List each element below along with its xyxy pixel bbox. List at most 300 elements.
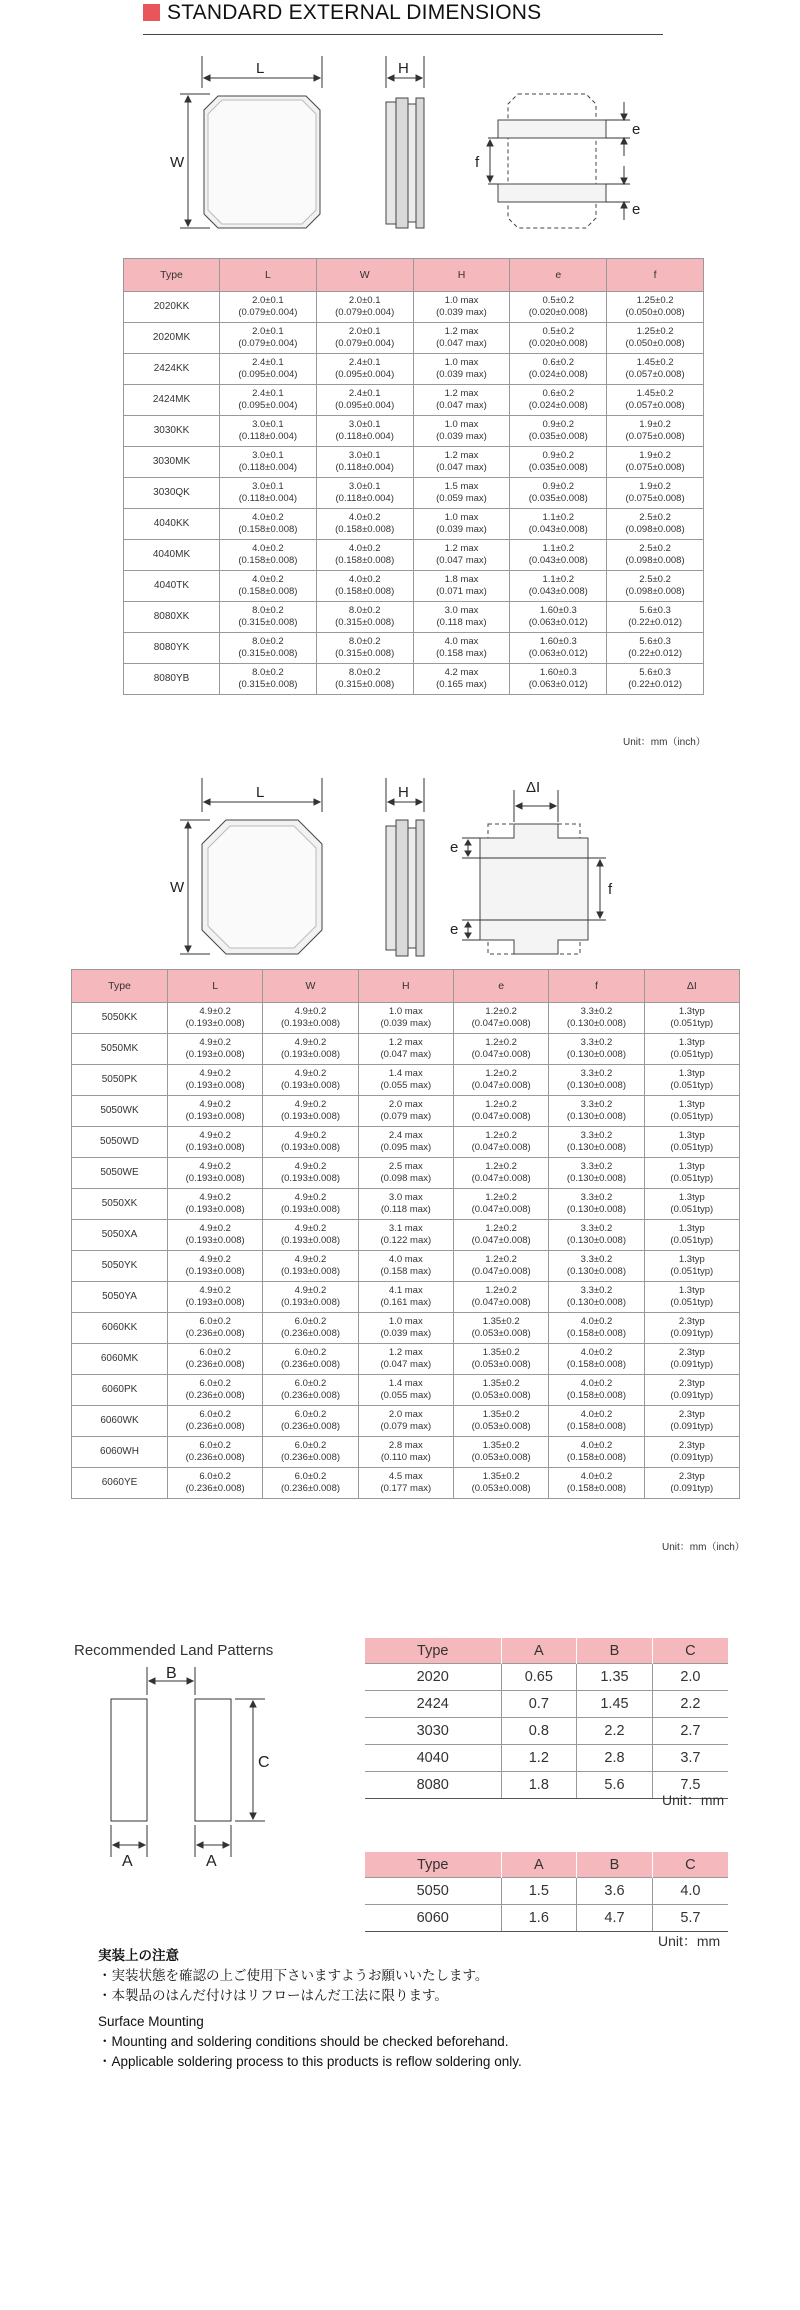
- metric-value: 1.2 max: [388, 1347, 423, 1358]
- inch-value: (0.047±0.008): [471, 1111, 531, 1122]
- value-cell: [413, 540, 510, 571]
- value-cell: [413, 509, 510, 540]
- label-H: H: [398, 60, 409, 77]
- value-cell: [510, 478, 607, 509]
- metric-value: 6.0±0.2: [199, 1378, 231, 1389]
- inch-value: (0.047±0.008): [471, 1049, 531, 1060]
- inch-value: (0.118±0.004): [335, 431, 394, 442]
- value-cell: [220, 509, 317, 540]
- table-row: [365, 1664, 728, 1691]
- metric-value: 1.3typ: [678, 1006, 705, 1017]
- inch-value: (0.118±0.004): [238, 493, 298, 504]
- column-header: W: [316, 259, 413, 292]
- table-row: [124, 664, 704, 695]
- type-cell: 2424MK: [124, 385, 220, 416]
- inch-value: (0.236±0.008): [280, 1390, 341, 1401]
- metric-value: 1.2±0.2: [485, 1099, 517, 1110]
- metric-value: 3.3±0.2: [580, 1192, 613, 1203]
- metric-value: 3.3±0.2: [580, 1006, 613, 1017]
- metric-value: 4.9±0.2: [294, 1192, 327, 1203]
- column-header: A: [501, 1638, 577, 1664]
- metric-value: 2.3typ: [678, 1378, 705, 1389]
- table-row: [72, 1034, 740, 1065]
- value-cell: [510, 385, 607, 416]
- inch-value: (0.039 max): [436, 369, 487, 380]
- metric-value: 1.60±0.3: [539, 667, 577, 678]
- inch-value: (0.095±0.004): [238, 400, 298, 411]
- value-cell: [358, 1344, 453, 1375]
- inch-value: (0.053±0.008): [471, 1359, 531, 1370]
- value-cell: [510, 323, 607, 354]
- metric-value: 1.25±0.2: [636, 326, 674, 337]
- inch-value: (0.315±0.008): [238, 648, 298, 659]
- inch-value: (0.161 max): [380, 1297, 432, 1308]
- inch-value: (0.130±0.008): [566, 1080, 627, 1091]
- type-cell: 5050MK: [72, 1034, 168, 1065]
- metric-value: 1.4 max: [388, 1378, 423, 1389]
- table-row: [124, 354, 704, 385]
- value-cell: [316, 478, 413, 509]
- inch-value: (0.193±0.008): [280, 1235, 341, 1246]
- column-header: L: [168, 970, 263, 1003]
- value-cell: [358, 1189, 453, 1220]
- value-cell: [263, 1375, 358, 1406]
- metric-value: 4.9±0.2: [294, 1285, 327, 1296]
- unit-label-land-a: Unit：mm: [662, 1792, 725, 1808]
- metric-value: 2.5±0.2: [639, 512, 671, 523]
- inch-value: (0.047±0.008): [471, 1142, 531, 1153]
- inch-value: (0.020±0.008): [528, 307, 588, 318]
- type-cell: 4040: [365, 1745, 501, 1772]
- value-cell: [358, 1251, 453, 1282]
- metric-value: 1.3typ: [678, 1192, 705, 1203]
- dimensions-table-1: [123, 258, 704, 695]
- inch-value: (0.051typ): [670, 1080, 714, 1091]
- metric-value: 1.3typ: [678, 1068, 705, 1079]
- value-cell: [168, 1468, 263, 1499]
- label-A: A: [122, 1853, 133, 1870]
- table-row: [72, 1158, 740, 1189]
- inch-value: (0.193±0.008): [280, 1111, 341, 1122]
- inch-value: (0.075±0.008): [625, 493, 685, 504]
- inch-value: (0.193±0.008): [280, 1297, 341, 1308]
- inch-value: (0.158±0.008): [566, 1359, 627, 1370]
- type-cell: 5050: [365, 1878, 501, 1905]
- value-cell: [316, 602, 413, 633]
- metric-value: 2.4±0.1: [252, 357, 284, 368]
- label-delta-i: ΔI: [526, 779, 541, 796]
- inch-value: (0.057±0.008): [625, 369, 685, 380]
- metric-value: 4.0±0.2: [252, 512, 284, 523]
- metric-value: 5.6±0.3: [639, 636, 671, 647]
- metric-value: 1.35±0.2: [482, 1440, 520, 1451]
- type-cell: 3030QK: [124, 478, 220, 509]
- value-cell: [549, 1065, 644, 1096]
- metric-value: 6.0±0.2: [294, 1378, 327, 1389]
- value-cell: [644, 1220, 739, 1251]
- metric-value: 4.9±0.2: [294, 1037, 327, 1048]
- inch-value: (0.047±0.008): [471, 1235, 531, 1246]
- inch-value: (0.095±0.004): [335, 369, 395, 380]
- type-cell: 2020MK: [124, 323, 220, 354]
- table-row: [124, 416, 704, 447]
- value-cell: [358, 1406, 453, 1437]
- value-cell: [549, 1003, 644, 1034]
- metric-value: 1.3typ: [678, 1285, 705, 1296]
- column-header: C: [652, 1638, 728, 1664]
- value-cell: [607, 416, 704, 447]
- value-cell: [644, 1065, 739, 1096]
- value-cell: [358, 1313, 453, 1344]
- value-cell: [607, 385, 704, 416]
- metric-value: 1.0 max: [444, 419, 479, 430]
- table-row: [72, 1468, 740, 1499]
- inch-value: (0.110 max): [380, 1452, 431, 1463]
- inch-value: (0.158±0.008): [335, 524, 395, 535]
- inch-value: (0.193±0.008): [185, 1080, 245, 1091]
- column-header: Type: [365, 1852, 501, 1878]
- table-row: [124, 385, 704, 416]
- value-cell: [510, 602, 607, 633]
- inch-value: (0.039 max): [436, 431, 487, 442]
- inch-value: (0.193±0.008): [185, 1018, 245, 1029]
- inch-value: (0.050±0.008): [625, 338, 685, 349]
- table-row: [124, 633, 704, 664]
- land-pattern-table-a: [365, 1638, 728, 1799]
- metric-value: 3.0±0.1: [252, 481, 284, 492]
- inch-value: (0.315±0.008): [238, 617, 298, 628]
- value-cell: 3.6: [577, 1878, 653, 1905]
- value-cell: [358, 1065, 453, 1096]
- table-row: [124, 540, 704, 571]
- table-row: [124, 509, 704, 540]
- metric-value: 4.1 max: [388, 1285, 423, 1296]
- inch-value: (0.236±0.008): [280, 1421, 341, 1432]
- metric-value: 0.9±0.2: [542, 419, 575, 430]
- note-line: ・本製品のはんだ付けはリフローはんだ工法に限ります。: [98, 1988, 448, 2003]
- value-cell: [358, 1003, 453, 1034]
- value-cell: 2.2: [652, 1691, 728, 1718]
- metric-value: 1.1±0.2: [542, 543, 575, 554]
- metric-value: 4.0 max: [444, 636, 479, 647]
- value-cell: [453, 1437, 548, 1468]
- inch-value: (0.177 max): [380, 1483, 432, 1494]
- metric-value: 2.0±0.1: [348, 295, 381, 306]
- value-cell: [607, 447, 704, 478]
- inch-value: (0.165 max): [436, 679, 487, 690]
- value-cell: [453, 1003, 548, 1034]
- value-cell: [263, 1251, 358, 1282]
- value-cell: [549, 1096, 644, 1127]
- column-header: W: [263, 970, 358, 1003]
- metric-value: 4.0±0.2: [580, 1316, 613, 1327]
- metric-value: 4.0±0.2: [580, 1409, 613, 1420]
- value-cell: [413, 416, 510, 447]
- value-cell: [220, 664, 317, 695]
- value-cell: [413, 602, 510, 633]
- type-cell: 3030KK: [124, 416, 220, 447]
- inch-value: (0.095 max): [380, 1142, 432, 1153]
- inch-value: (0.071 max): [436, 586, 487, 597]
- type-cell: 2424KK: [124, 354, 220, 385]
- inch-value: (0.079±0.004): [335, 338, 395, 349]
- metric-value: 1.1±0.2: [542, 574, 575, 585]
- value-cell: [549, 1344, 644, 1375]
- inch-value: (0.158±0.008): [335, 586, 395, 597]
- type-cell: 5050YK: [72, 1251, 168, 1282]
- inch-value: (0.122 max): [380, 1235, 432, 1246]
- metric-value: 3.0±0.1: [348, 450, 381, 461]
- metric-value: 1.9±0.2: [639, 419, 671, 430]
- value-cell: [316, 540, 413, 571]
- inch-value: (0.047 max): [436, 462, 487, 473]
- value-cell: [316, 633, 413, 664]
- type-cell: 6060YE: [72, 1468, 168, 1499]
- value-cell: [549, 1375, 644, 1406]
- value-cell: [453, 1127, 548, 1158]
- metric-value: 1.2 max: [444, 450, 479, 461]
- value-cell: [413, 292, 510, 323]
- inch-value: (0.050±0.008): [625, 307, 685, 318]
- inch-value: (0.055 max): [380, 1390, 432, 1401]
- inch-value: (0.035±0.008): [528, 462, 588, 473]
- inch-value: (0.130±0.008): [566, 1173, 627, 1184]
- label-W: W: [170, 154, 185, 171]
- inch-value: (0.193±0.008): [185, 1142, 245, 1153]
- metric-value: 6.0±0.2: [294, 1471, 327, 1482]
- value-cell: [644, 1127, 739, 1158]
- metric-value: 1.2±0.2: [485, 1285, 517, 1296]
- value-cell: 2.8: [577, 1745, 653, 1772]
- value-cell: [607, 602, 704, 633]
- metric-value: 4.0±0.2: [580, 1440, 613, 1451]
- value-cell: [316, 385, 413, 416]
- value-cell: [168, 1344, 263, 1375]
- inch-value: (0.047±0.008): [471, 1297, 531, 1308]
- inch-value: (0.053±0.008): [471, 1452, 531, 1463]
- note-line: 実装上の注意: [98, 1948, 179, 1963]
- metric-value: 1.9±0.2: [639, 450, 671, 461]
- inch-value: (0.053±0.008): [471, 1390, 531, 1401]
- value-cell: [220, 571, 317, 602]
- value-cell: 4.7: [577, 1905, 653, 1932]
- value-cell: 7.5: [652, 1772, 728, 1799]
- inch-value: (0.047 max): [380, 1359, 432, 1370]
- value-cell: [510, 292, 607, 323]
- metric-value: 3.3±0.2: [580, 1037, 613, 1048]
- inch-value: (0.079±0.004): [238, 307, 298, 318]
- inch-value: (0.075±0.008): [625, 431, 685, 442]
- metric-value: 6.0±0.2: [199, 1409, 231, 1420]
- value-cell: [510, 664, 607, 695]
- value-cell: [607, 509, 704, 540]
- value-cell: [168, 1406, 263, 1437]
- metric-value: 2.3typ: [678, 1409, 705, 1420]
- metric-value: 6.0±0.2: [199, 1471, 231, 1482]
- value-cell: [549, 1282, 644, 1313]
- inch-value: (0.063±0.012): [528, 617, 588, 628]
- value-cell: [644, 1344, 739, 1375]
- value-cell: [510, 540, 607, 571]
- inch-value: (0.079±0.004): [238, 338, 298, 349]
- metric-value: 1.9±0.2: [639, 481, 671, 492]
- label-L: L: [256, 784, 265, 801]
- type-cell: 6060WH: [72, 1437, 168, 1468]
- metric-value: 2.3typ: [678, 1316, 705, 1327]
- metric-value: 1.2±0.2: [485, 1192, 517, 1203]
- metric-value: 3.0±0.1: [252, 450, 284, 461]
- value-cell: [358, 1220, 453, 1251]
- inch-value: (0.193±0.008): [280, 1049, 341, 1060]
- metric-value: 3.0 max: [444, 605, 479, 616]
- value-cell: [644, 1251, 739, 1282]
- value-cell: [644, 1096, 739, 1127]
- metric-value: 6.0±0.2: [294, 1347, 327, 1358]
- inch-value: (0.193±0.008): [185, 1049, 245, 1060]
- table-row: [124, 292, 704, 323]
- type-cell: 5050KK: [72, 1003, 168, 1034]
- value-cell: [453, 1034, 548, 1065]
- mounting-notes: [98, 1946, 522, 2072]
- metric-value: 2.5±0.2: [639, 543, 671, 554]
- inch-value: (0.091typ): [670, 1328, 714, 1339]
- metric-value: 4.0±0.2: [580, 1378, 613, 1389]
- metric-value: 2.0 max: [388, 1409, 423, 1420]
- value-cell: [316, 571, 413, 602]
- type-cell: 5050PK: [72, 1065, 168, 1096]
- inch-value: (0.236±0.008): [185, 1359, 245, 1370]
- value-cell: [607, 478, 704, 509]
- inch-value: (0.236±0.008): [185, 1452, 245, 1463]
- value-cell: 4.0: [652, 1878, 728, 1905]
- type-cell: 5050XA: [72, 1220, 168, 1251]
- inch-value: (0.236±0.008): [280, 1328, 341, 1339]
- inch-value: (0.158±0.008): [566, 1421, 627, 1432]
- dimensions-table-2: [71, 969, 740, 1499]
- metric-value: 4.9±0.2: [199, 1037, 231, 1048]
- metric-value: 1.5 max: [444, 481, 479, 492]
- inch-value: (0.158±0.008): [238, 524, 298, 535]
- value-cell: 1.2: [501, 1745, 577, 1772]
- inch-value: (0.039 max): [436, 524, 487, 535]
- metric-value: 5.6±0.3: [639, 605, 671, 616]
- metric-value: 1.2 max: [444, 388, 479, 399]
- inch-value: (0.047±0.008): [471, 1173, 531, 1184]
- value-cell: [316, 509, 413, 540]
- metric-value: 1.60±0.3: [539, 605, 577, 616]
- table-row: [72, 1344, 740, 1375]
- inch-value: (0.130±0.008): [566, 1142, 627, 1153]
- value-cell: [168, 1096, 263, 1127]
- inch-value: (0.193±0.008): [185, 1204, 245, 1215]
- value-cell: [644, 1468, 739, 1499]
- table-row: [124, 323, 704, 354]
- inch-value: (0.051typ): [670, 1235, 714, 1246]
- type-cell: 5050WK: [72, 1096, 168, 1127]
- type-cell: 6060WK: [72, 1406, 168, 1437]
- inch-value: (0.236±0.008): [185, 1328, 245, 1339]
- metric-value: 4.9±0.2: [294, 1068, 327, 1079]
- table-row: [72, 1220, 740, 1251]
- metric-value: 4.9±0.2: [199, 1254, 231, 1265]
- inch-value: (0.051typ): [670, 1266, 714, 1277]
- value-cell: [549, 1158, 644, 1189]
- value-cell: [263, 1406, 358, 1437]
- table-row: [124, 478, 704, 509]
- value-cell: [263, 1189, 358, 1220]
- value-cell: 1.6: [501, 1905, 577, 1932]
- type-cell: 2020KK: [124, 292, 220, 323]
- metric-value: 1.3typ: [678, 1130, 705, 1141]
- value-cell: 5.6: [577, 1772, 653, 1799]
- column-header: C: [652, 1852, 728, 1878]
- metric-value: 1.2 max: [388, 1037, 423, 1048]
- value-cell: [413, 571, 510, 602]
- value-cell: [549, 1468, 644, 1499]
- value-cell: [263, 1158, 358, 1189]
- value-cell: [358, 1468, 453, 1499]
- type-cell: 6060KK: [72, 1313, 168, 1344]
- value-cell: [358, 1158, 453, 1189]
- value-cell: [453, 1468, 548, 1499]
- value-cell: [644, 1437, 739, 1468]
- inch-value: (0.039 max): [380, 1328, 432, 1339]
- type-cell: 2424: [365, 1691, 501, 1718]
- value-cell: [453, 1065, 548, 1096]
- inch-value: (0.055 max): [380, 1080, 432, 1091]
- column-header: H: [413, 259, 510, 292]
- column-header: B: [577, 1852, 653, 1878]
- table-row: [72, 1189, 740, 1220]
- inch-value: (0.098±0.008): [625, 555, 685, 566]
- inch-value: (0.063±0.012): [528, 679, 588, 690]
- inch-value: (0.236±0.008): [280, 1483, 341, 1494]
- inch-value: (0.095±0.004): [238, 369, 298, 380]
- metric-value: 4.9±0.2: [294, 1254, 327, 1265]
- inch-value: (0.315±0.008): [335, 679, 395, 690]
- value-cell: [413, 354, 510, 385]
- land-pattern-table-b: [365, 1852, 728, 1932]
- metric-value: 2.4±0.1: [348, 357, 381, 368]
- metric-value: 1.3typ: [678, 1223, 705, 1234]
- table-row: [72, 1096, 740, 1127]
- metric-value: 3.3±0.2: [580, 1254, 613, 1265]
- metric-value: 4.0±0.2: [252, 574, 284, 585]
- column-header: Type: [72, 970, 168, 1003]
- value-cell: [263, 1437, 358, 1468]
- value-cell: [413, 664, 510, 695]
- label-e: e: [632, 201, 641, 218]
- value-cell: [644, 1003, 739, 1034]
- inch-value: (0.158 max): [436, 648, 487, 659]
- type-cell: 4040MK: [124, 540, 220, 571]
- value-cell: [168, 1003, 263, 1034]
- metric-value: 4.5 max: [388, 1471, 423, 1482]
- metric-value: 1.0 max: [388, 1316, 423, 1327]
- metric-value: 3.3±0.2: [580, 1130, 613, 1141]
- metric-value: 8.0±0.2: [252, 636, 284, 647]
- inch-value: (0.098±0.008): [625, 524, 685, 535]
- type-cell: 5050WE: [72, 1158, 168, 1189]
- inch-value: (0.043±0.008): [528, 555, 588, 566]
- inch-value: (0.158±0.008): [566, 1452, 627, 1463]
- value-cell: [263, 1468, 358, 1499]
- type-cell: 6060PK: [72, 1375, 168, 1406]
- value-cell: [549, 1437, 644, 1468]
- section-header: [143, 0, 663, 35]
- label-f: f: [608, 881, 613, 898]
- metric-value: 8.0±0.2: [348, 605, 381, 616]
